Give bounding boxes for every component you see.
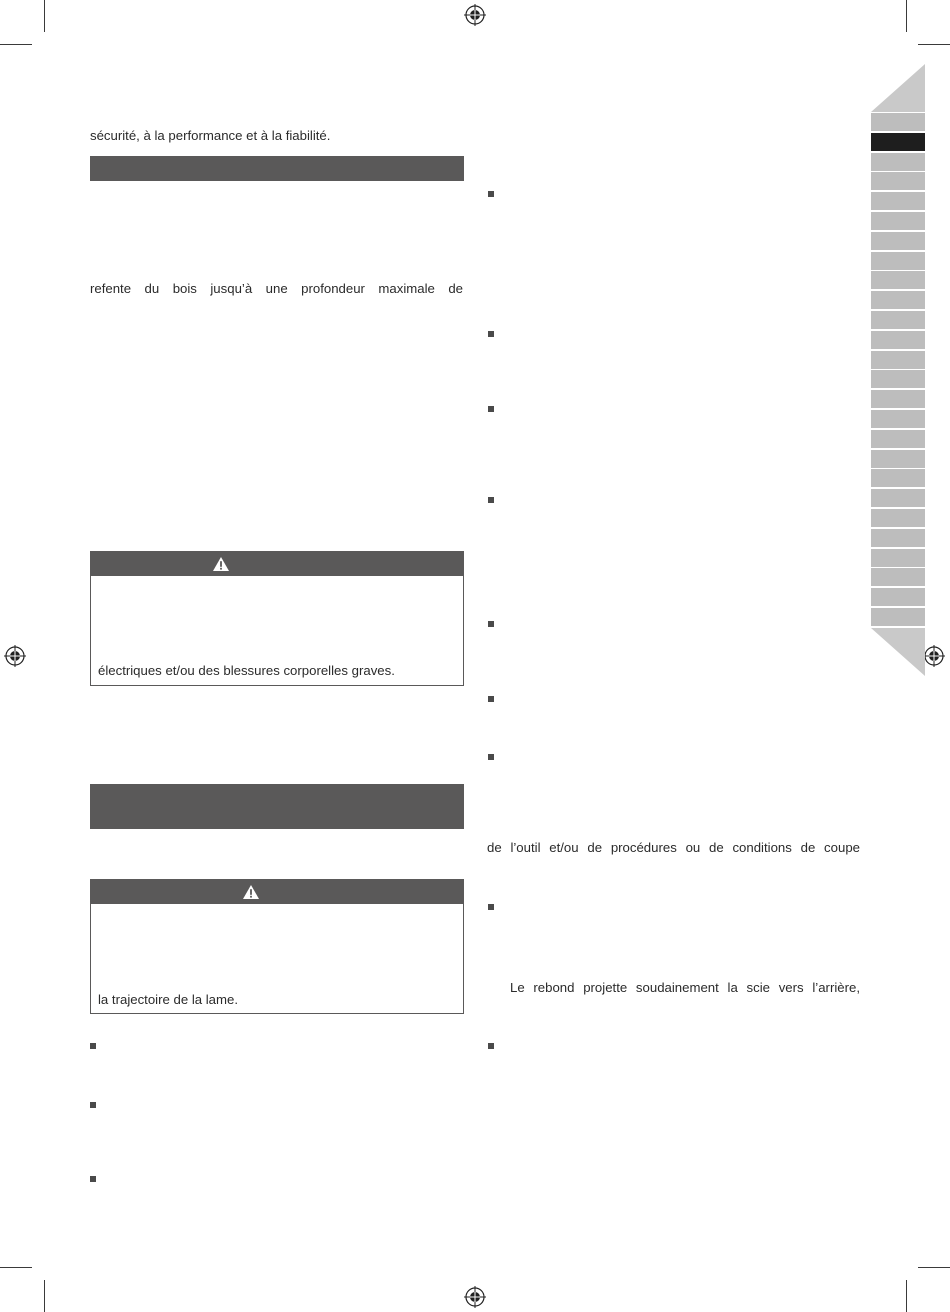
body-text-line: de l’outil et/ou de procédures ou de conditions de coupe bbox=[487, 840, 860, 855]
language-tab[interactable] bbox=[871, 549, 925, 567]
warning-header bbox=[91, 880, 463, 904]
crop-mark bbox=[44, 0, 45, 32]
crop-mark bbox=[906, 1280, 907, 1312]
language-tab[interactable] bbox=[871, 410, 925, 428]
body-text-line: Le rebond projette soudainement la scie vers l’arrière, bbox=[510, 980, 860, 995]
bullet-marker bbox=[488, 191, 494, 197]
body-text-line: sécurité, à la performance et à la fiabilité. bbox=[90, 128, 331, 143]
bullet-marker bbox=[488, 406, 494, 412]
language-tab[interactable] bbox=[871, 351, 925, 369]
bullet-marker bbox=[488, 1043, 494, 1049]
tab-strip-bottom-arrow bbox=[871, 628, 925, 676]
language-tab[interactable] bbox=[871, 568, 925, 586]
language-tab[interactable] bbox=[871, 509, 925, 527]
language-tab[interactable] bbox=[871, 212, 925, 230]
language-tab[interactable] bbox=[871, 311, 925, 329]
warning-box bbox=[90, 551, 464, 686]
language-tab[interactable] bbox=[871, 172, 925, 190]
bullet-marker bbox=[488, 754, 494, 760]
bullet-marker bbox=[488, 696, 494, 702]
language-tab[interactable] bbox=[871, 529, 925, 547]
registration-mark-icon bbox=[464, 1286, 486, 1308]
language-tab[interactable] bbox=[871, 469, 925, 487]
language-tab[interactable] bbox=[871, 430, 925, 448]
language-tab[interactable] bbox=[871, 133, 925, 151]
language-tab[interactable] bbox=[871, 291, 925, 309]
language-tab[interactable] bbox=[871, 271, 925, 289]
language-tab[interactable] bbox=[871, 370, 925, 388]
crop-mark bbox=[918, 44, 950, 45]
bullet-marker bbox=[90, 1043, 96, 1049]
language-tab[interactable] bbox=[871, 331, 925, 349]
bullet-marker bbox=[488, 621, 494, 627]
registration-mark-icon bbox=[923, 645, 945, 667]
warning-text-line: électriques et/ou des blessures corporelles graves. bbox=[98, 663, 395, 678]
language-tab[interactable] bbox=[871, 192, 925, 210]
warning-text-line: la trajectoire de la lame. bbox=[98, 992, 239, 1007]
language-tab[interactable] bbox=[871, 588, 925, 606]
language-tab[interactable] bbox=[871, 113, 925, 131]
crop-mark bbox=[0, 1267, 32, 1268]
tab-strip-top-arrow bbox=[871, 64, 925, 112]
language-tab[interactable] bbox=[871, 608, 925, 626]
bullet-marker bbox=[488, 331, 494, 337]
registration-mark-icon bbox=[4, 645, 26, 667]
language-tab[interactable] bbox=[871, 450, 925, 468]
warning-header bbox=[91, 552, 463, 576]
registration-mark-icon bbox=[464, 4, 486, 26]
body-text-line: refente du bois jusqu’à une profondeur maximale de bbox=[90, 281, 463, 296]
language-tab[interactable] bbox=[871, 390, 925, 408]
language-tab[interactable] bbox=[871, 153, 925, 171]
bullet-marker bbox=[90, 1102, 96, 1108]
bullet-marker bbox=[488, 904, 494, 910]
crop-mark bbox=[44, 1280, 45, 1312]
warning-box bbox=[90, 879, 464, 1014]
crop-mark bbox=[906, 0, 907, 32]
warning-triangle-icon bbox=[212, 556, 230, 572]
crop-mark bbox=[918, 1267, 950, 1268]
language-tab[interactable] bbox=[871, 232, 925, 250]
section-heading-bar bbox=[90, 156, 464, 181]
bullet-marker bbox=[488, 497, 494, 503]
bullet-marker bbox=[90, 1176, 96, 1182]
section-heading-bar bbox=[90, 784, 464, 829]
language-tab[interactable] bbox=[871, 252, 925, 270]
crop-mark bbox=[0, 44, 32, 45]
warning-triangle-icon bbox=[242, 884, 260, 900]
language-tab[interactable] bbox=[871, 489, 925, 507]
